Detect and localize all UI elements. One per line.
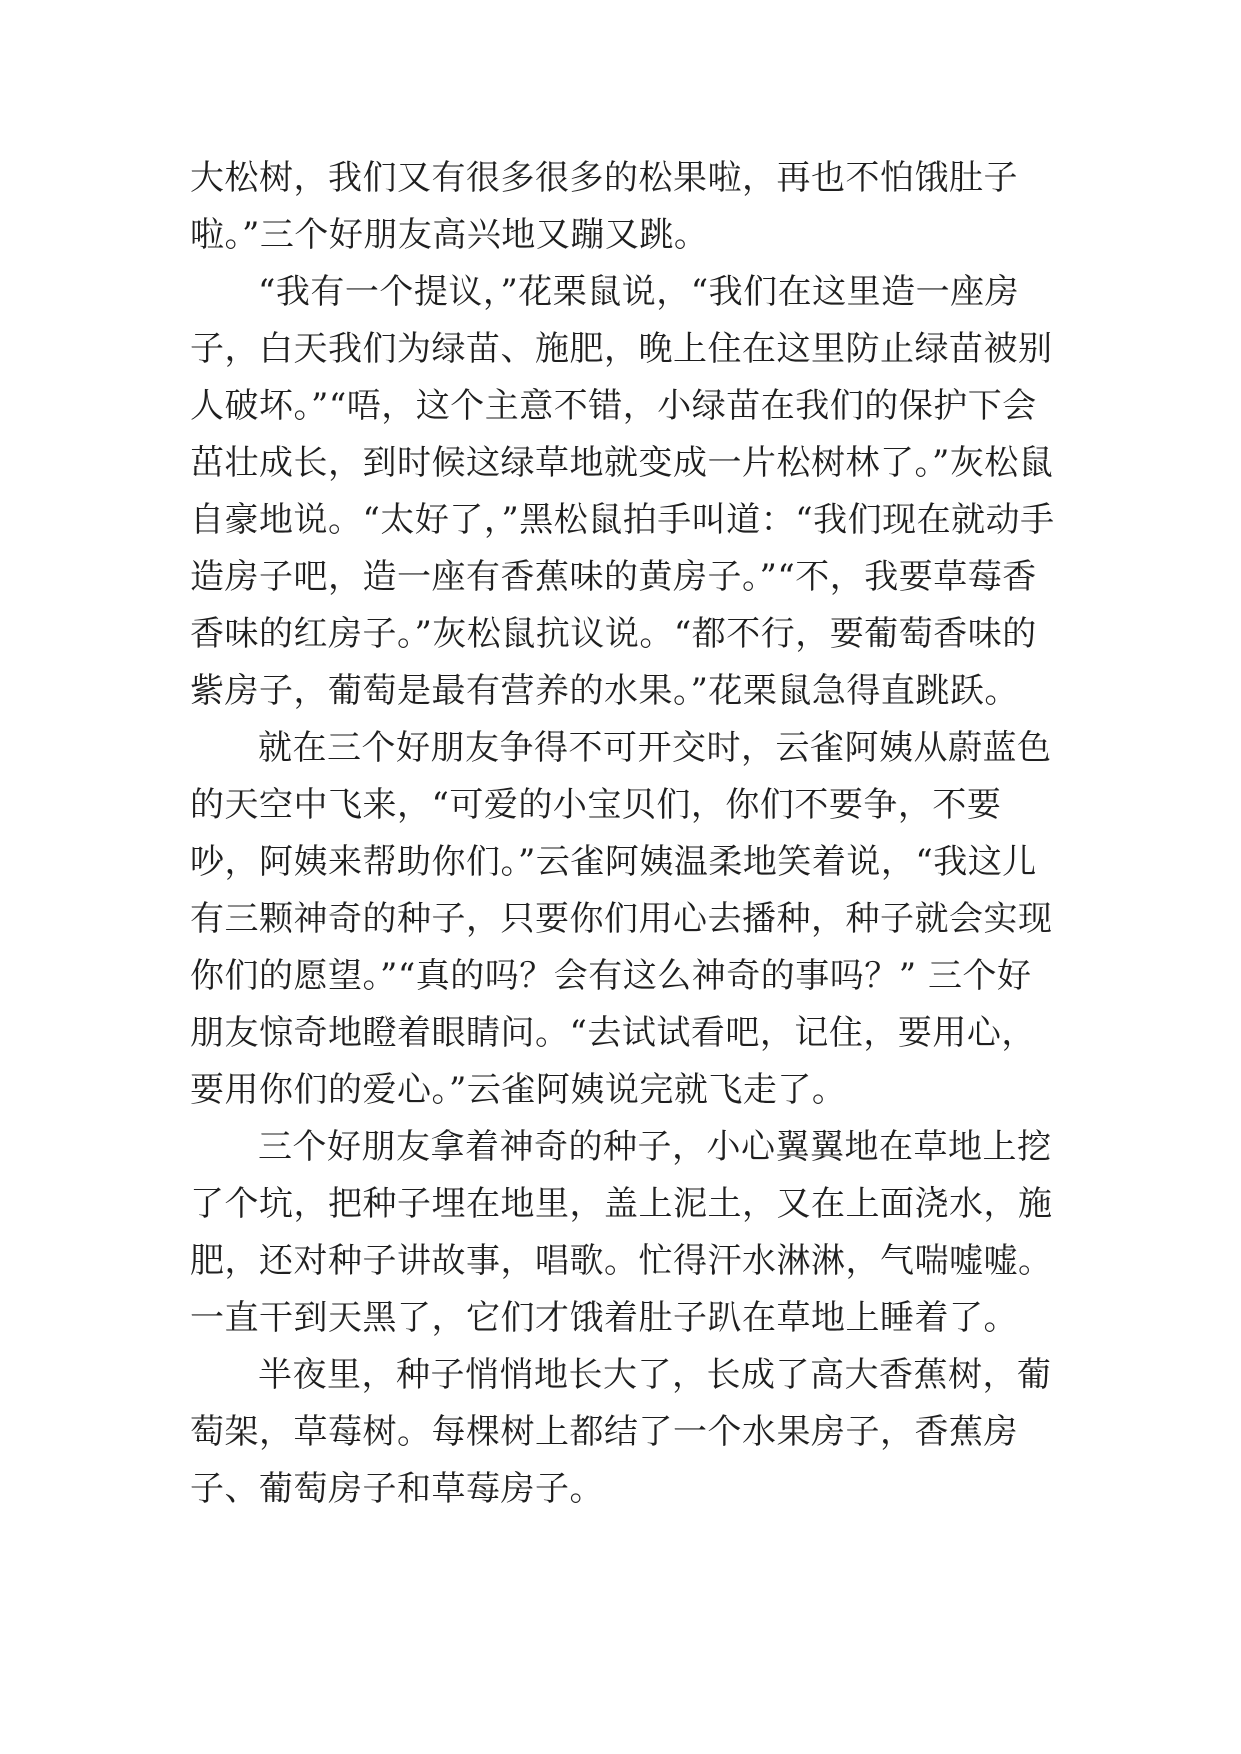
paragraph-2: “我有一个提议，”花栗鼠说，“我们在这里造一座房子，白天我们为绿苗、施肥，晚上住在这里防止绿苗被别人破坏。”“唔，这个主意不错，小绿苗在我们的保护下会茁壮成长，到时候这绿草地就变成一片松树林了。”灰松鼠自豪地说。“太好了，”黑松鼠拍手叫道：“我们现在就动手造房子吧，造一座有香蕉味的黄房子。”“不，我要草莓香香味的红房子。”灰松鼠抗议说。“都不行，要葡萄香味的紫房子，葡萄是最有营养的水果。”花栗鼠急得直跳跃。 — [190, 272, 1055, 711]
document-body — [190, 150, 1060, 1518]
paragraph-1: 大松树，我们又有很多很多的松果啦，再也不怕饿肚子啦。”三个好朋友高兴地又蹦又跳。 — [190, 158, 1018, 255]
paragraph-4: 三个好朋友拿着神奇的种子，小心翼翼地在草地上挖了个坑，把种子埋在地里，盖上泥土，又在上面浇水，施肥，还对种子讲故事，唱歌。忙得汗水淋淋，气喘嘘嘘。一直干到天黑了，它们才饿着肚子趴在草地上睡着了。 — [190, 1127, 1053, 1338]
paragraph-5: 半夜里，种子悄悄地长大了，长成了高大香蕉树，葡萄架，草莓树。每棵树上都结了一个水果房子，香蕉房子、葡萄房子和草莓房子。 — [190, 1355, 1052, 1509]
paragraph-3: 就在三个好朋友争得不可开交时，云雀阿姨从蔚蓝色的天空中飞来，“可爱的小宝贝们，你们不要争，不要吵，阿姨来帮助你们。”云雀阿姨温柔地笑着说，“我这儿有三颗神奇的种子，只要你们用心去播种，种子就会实现你们的愿望。”“真的吗？会有这么神奇的事吗？” 三个好朋友惊奇地瞪着眼睛问。“去试试看吧，记住，要用心，要用你们的爱心。”云雀阿姨说完就飞走了。 — [190, 728, 1053, 1110]
